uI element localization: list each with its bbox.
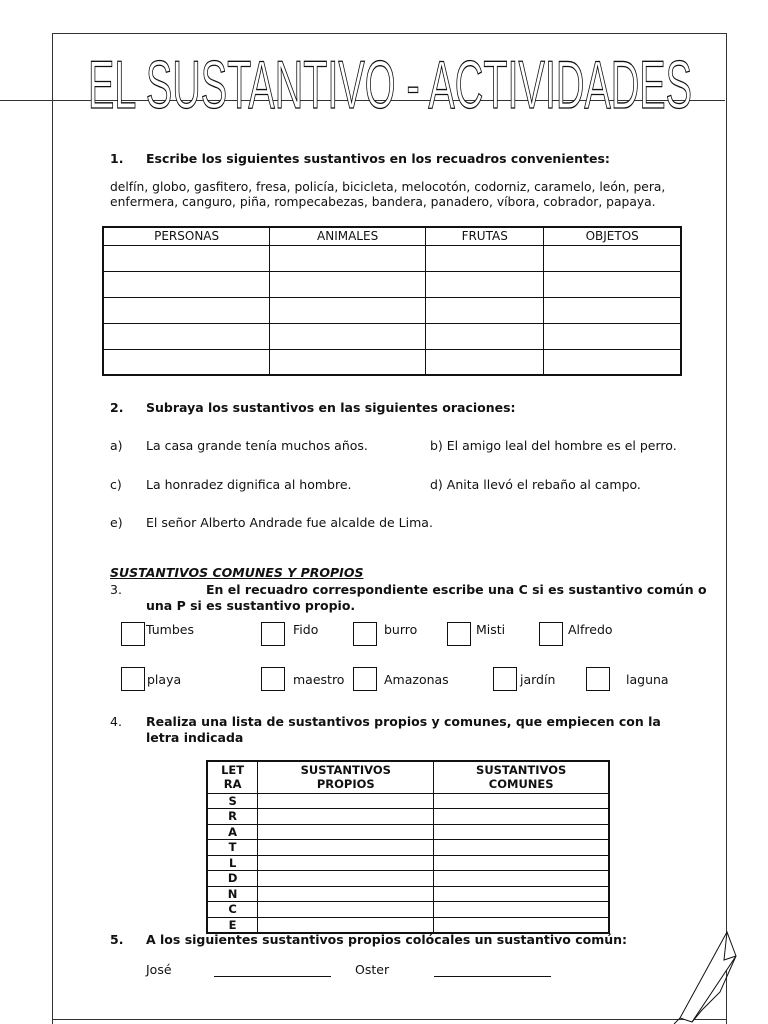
q2-a-sentence: La casa grande tenía muchos años.	[146, 438, 368, 453]
word-fido: Fido	[293, 622, 319, 637]
q1-number: 1.	[110, 151, 124, 166]
cell[interactable]	[434, 886, 609, 902]
letter-cell: N	[207, 886, 258, 902]
q1-words-line2: enfermera, canguro, piña, rompecabezas, bandera, panadero, víbora, cobrador, papaya.	[110, 195, 656, 209]
header-frutas: FRUTAS	[426, 227, 544, 245]
cell[interactable]	[434, 824, 609, 840]
cell[interactable]	[258, 886, 434, 902]
cell[interactable]	[270, 271, 426, 297]
q3-heading: SUSTANTIVOS COMUNES Y PROPIOS	[110, 565, 364, 580]
answer-box-fido[interactable]	[261, 622, 285, 646]
cell[interactable]	[270, 245, 426, 271]
q3-number: 3.	[110, 582, 122, 597]
letter-cell: A	[207, 824, 258, 840]
cell[interactable]	[544, 245, 681, 271]
table-row	[207, 902, 609, 918]
table-row	[103, 323, 681, 349]
cell[interactable]	[258, 793, 434, 809]
table-row	[207, 824, 609, 840]
word-jardin: jardín	[520, 672, 556, 687]
word-playa: playa	[147, 672, 182, 687]
letter-cell: C	[207, 902, 258, 918]
word-laguna: laguna	[626, 672, 669, 687]
cell[interactable]	[258, 840, 434, 856]
q1-table	[102, 226, 682, 376]
letter-cell: R	[207, 809, 258, 825]
cell[interactable]	[426, 349, 544, 375]
answer-box-misti[interactable]	[447, 622, 471, 646]
cell[interactable]	[426, 271, 544, 297]
q4-number: 4.	[110, 714, 122, 729]
table-row	[103, 271, 681, 297]
page-title	[80, 50, 700, 120]
cell[interactable]	[258, 902, 434, 918]
table-row	[207, 886, 609, 902]
word-maestro: maestro	[293, 672, 345, 687]
q2-e-sentence: El señor Alberto Andrade fue alcalde de Lima.	[146, 515, 433, 530]
letter-cell: L	[207, 855, 258, 871]
q5-item-oster: Oster	[355, 962, 390, 977]
table-row	[207, 855, 609, 871]
table-row	[207, 917, 609, 933]
cell[interactable]	[258, 824, 434, 840]
bottom-rule	[52, 1019, 727, 1020]
word-alfredo: Alfredo	[568, 622, 613, 637]
q4-table	[206, 760, 610, 934]
q5-number: 5.	[110, 932, 124, 947]
cell[interactable]	[258, 871, 434, 887]
answer-box-playa[interactable]	[121, 667, 145, 691]
cell[interactable]	[544, 323, 681, 349]
cell[interactable]	[434, 917, 609, 933]
cell[interactable]	[544, 349, 681, 375]
cell[interactable]	[103, 271, 270, 297]
q2-c-sentence: La honradez dignifica al hombre.	[146, 477, 352, 492]
word-tumbes: Tumbes	[146, 622, 194, 637]
q5-item-jose: José	[146, 962, 172, 977]
cell[interactable]	[103, 349, 270, 375]
answer-box-amazonas[interactable]	[353, 667, 377, 691]
header-objetos: OBJETOS	[544, 227, 681, 245]
cell[interactable]	[103, 245, 270, 271]
table-row	[207, 809, 609, 825]
header-comunes: SUSTANTIVOS COMUNES	[434, 761, 609, 793]
cell[interactable]	[434, 902, 609, 918]
letter-cell: S	[207, 793, 258, 809]
cell[interactable]	[434, 809, 609, 825]
table-row	[103, 297, 681, 323]
answer-box-laguna[interactable]	[586, 667, 610, 691]
q5-text: A los siguientes sustantivos propios colócales un sustantivo común:	[146, 932, 628, 947]
cell[interactable]	[270, 323, 426, 349]
q2-c-label: c)	[110, 477, 122, 492]
q2-text: Subraya los sustantivos en las siguientes oraciones:	[146, 400, 516, 415]
table-row	[207, 840, 609, 856]
header-personas: PERSONAS	[103, 227, 270, 245]
q1-text: Escribe los siguientes sustantivos en los recuadros convenientes:	[146, 151, 610, 166]
table-row	[207, 871, 609, 887]
page-curl-graphic	[672, 930, 742, 1024]
cell[interactable]	[434, 871, 609, 887]
q3-text-line2: una P si es sustantivo propio.	[146, 598, 356, 613]
answer-box-jardin[interactable]	[493, 667, 517, 691]
cell[interactable]	[258, 855, 434, 871]
q4-text-line2: letra indicada	[146, 730, 244, 745]
letter-cell: E	[207, 917, 258, 933]
q2-a-label: a)	[110, 438, 123, 453]
q2-b-sentence: b) El amigo leal del hombre es el perro.	[430, 438, 677, 453]
q3-text-line1: En el recuadro correspondiente escribe una C si es sustantivo común o	[206, 582, 707, 597]
answer-line-jose[interactable]	[214, 976, 331, 977]
cell[interactable]	[270, 349, 426, 375]
page-title-text: EL SUSTANTIVO - ACTIVIDADES	[88, 50, 692, 120]
cell[interactable]	[544, 271, 681, 297]
answer-box-alfredo[interactable]	[539, 622, 563, 646]
q2-number: 2.	[110, 400, 124, 415]
answer-box-burro[interactable]	[353, 622, 377, 646]
header-letra: LET RA	[207, 761, 258, 793]
cell[interactable]	[426, 297, 544, 323]
table-row	[103, 245, 681, 271]
answer-box-maestro[interactable]	[261, 667, 285, 691]
cell[interactable]	[426, 245, 544, 271]
q2-e-label: e)	[110, 515, 123, 530]
table-row	[207, 793, 609, 809]
cell[interactable]	[544, 297, 681, 323]
cell[interactable]	[426, 323, 544, 349]
letter-cell: D	[207, 871, 258, 887]
word-burro: burro	[384, 622, 418, 637]
answer-box-tumbes[interactable]	[121, 622, 145, 646]
cell[interactable]	[434, 793, 609, 809]
cell[interactable]	[103, 323, 270, 349]
cell[interactable]	[258, 917, 434, 933]
word-amazonas: Amazonas	[384, 672, 449, 687]
header-animales: ANIMALES	[270, 227, 426, 245]
header-propios: SUSTANTIVOS PROPIOS	[258, 761, 434, 793]
table-row	[103, 349, 681, 375]
q4-text-line1: Realiza una lista de sustantivos propios y comunes, que empiecen con la	[146, 714, 661, 729]
q2-d-sentence: d) Anita llevó el rebaño al campo.	[430, 477, 641, 492]
cell[interactable]	[103, 297, 270, 323]
word-misti: Misti	[476, 622, 506, 637]
q1-words-line1: delfín, globo, gasfitero, fresa, policía, bicicleta, melocotón, codorniz, caramelo, león, pera,	[110, 180, 666, 194]
cell[interactable]	[270, 297, 426, 323]
cell[interactable]	[258, 809, 434, 825]
cell[interactable]	[434, 855, 609, 871]
letter-cell: T	[207, 840, 258, 856]
cell[interactable]	[434, 840, 609, 856]
answer-line-oster[interactable]	[434, 976, 551, 977]
